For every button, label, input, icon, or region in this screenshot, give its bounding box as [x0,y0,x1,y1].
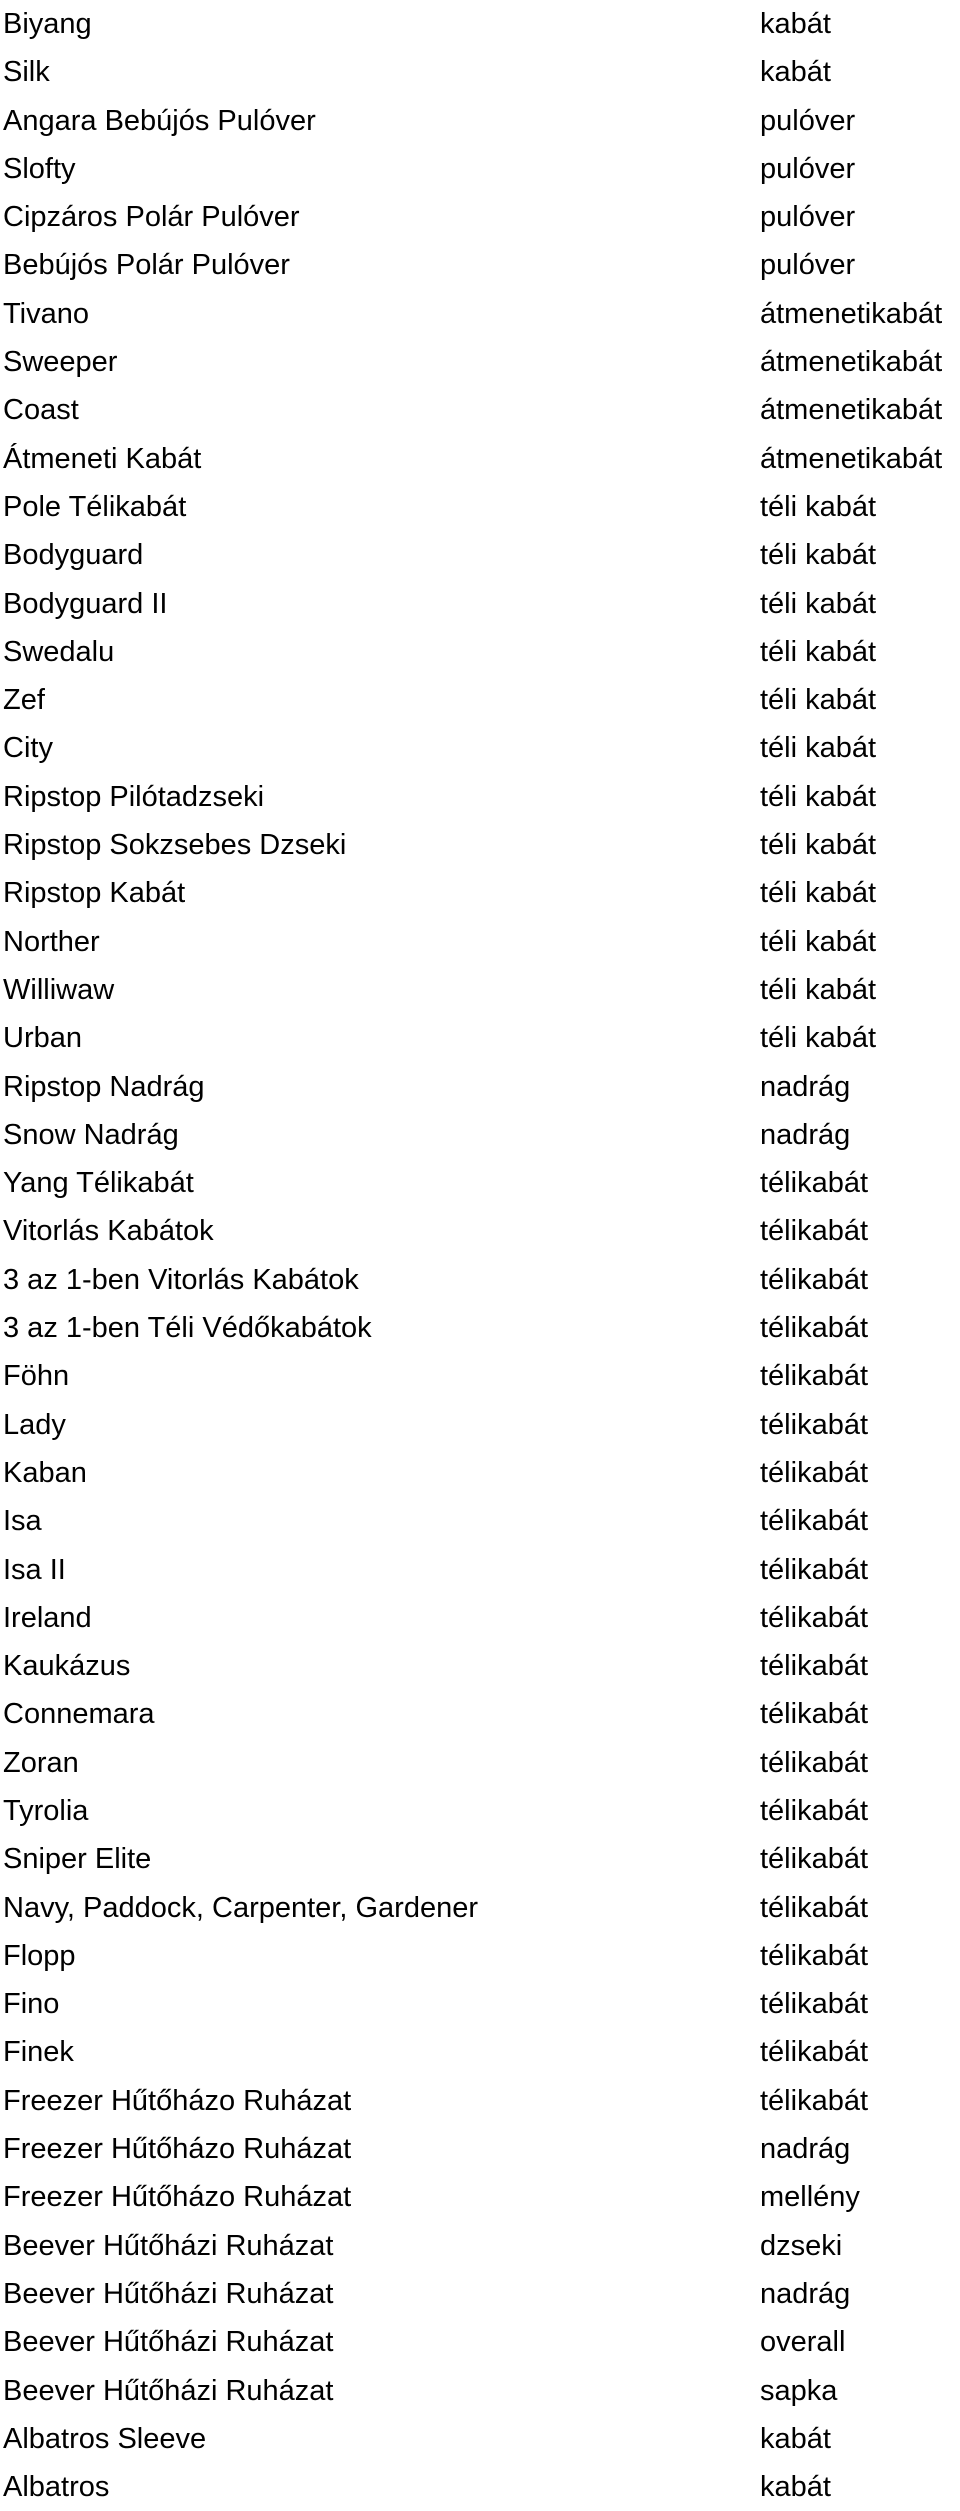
product-name: City [3,732,53,765]
product-category: átmenetikabát [760,394,943,427]
list-item [0,1256,960,1304]
list-item [0,531,960,579]
product-category: téli kabát [760,587,877,620]
product-name: 3 az 1-ben Téli Védőkabátok [3,1312,372,1345]
product-name: Cipzáros Polár Pulóver [3,201,300,234]
list-item [0,1594,960,1642]
list-item [0,386,960,434]
list-item [0,1304,960,1352]
product-category: pulóver [760,104,856,137]
product-name: Vitorlás Kabátok [3,1215,214,1248]
product-name: Pole Télikabát [3,490,187,523]
list-item [0,0,960,48]
product-name: Zef [3,684,45,717]
list-item [0,1690,960,1738]
product-category: átmenetikabát [760,346,943,379]
list-item [0,1014,960,1062]
product-name: Connemara [3,1698,155,1731]
product-category: mellény [760,2181,860,2214]
product-name: Navy, Paddock, Carpenter, Gardener [3,1891,478,1924]
product-name: Beever Hűtőházi Ruházat [3,2277,334,2310]
product-name: Biyang [3,8,92,40]
product-name: Fino [3,1988,60,2021]
product-category: téli kabát [760,1022,877,1055]
list-item [0,2367,960,2415]
product-category: télikabát [760,1891,869,1924]
product-category: télikabát [760,1360,869,1393]
product-category: télikabát [760,2084,869,2117]
product-name: Zoran [3,1746,79,1779]
list-item [0,483,960,531]
list-item [0,2415,960,2463]
list-item [0,918,960,966]
product-name: Ripstop Kabát [3,877,186,910]
product-name: 3 az 1-ben Vitorlás Kabátok [3,1263,359,1296]
list-item [0,48,960,96]
product-category: pulóver [760,152,856,185]
product-category: téli kabát [760,973,877,1006]
product-category: pulóver [760,249,856,282]
list-item [0,290,960,338]
list-item [0,1111,960,1159]
list-item [0,2463,960,2511]
product-category: télikabát [760,1601,869,1634]
product-category: átmenetikabát [760,297,943,330]
product-name: Bodyguard II [3,587,168,620]
product-name: Finek [3,2036,74,2069]
product-category: kabát [760,8,831,40]
product-category: nadrág [760,1118,851,1151]
list-item [0,1546,960,1594]
product-category: télikabát [760,1843,869,1876]
product-name: Lady [3,1408,66,1441]
list-item [0,628,960,676]
list-item [0,869,960,917]
list-item [0,193,960,241]
product-name: Beever Hűtőházi Ruházat [3,2229,334,2262]
product-name: Tyrolia [3,1794,89,1827]
product-category: télikabát [760,1312,869,1345]
product-category: kabát [760,2422,831,2455]
list-item [0,1449,960,1497]
product-name: Föhn [3,1360,70,1393]
list-item [0,2222,960,2270]
list-item [0,2173,960,2221]
product-name: Isa [3,1505,42,1538]
product-category: télikabát [760,1698,869,1731]
product-name: Albatros [3,2471,110,2504]
list-item [0,724,960,772]
product-name: Snow Nadrág [3,1118,179,1151]
list-item [0,241,960,289]
product-name: Tivano [3,297,89,330]
list-item [0,145,960,193]
product-name: Kaban [3,1456,87,1489]
product-category: dzseki [760,2229,843,2262]
product-name: Sniper Elite [3,1843,152,1876]
list-item [0,821,960,869]
product-category: téli kabát [760,635,877,668]
list-item [0,2028,960,2076]
product-category: télikabát [760,1794,869,1827]
product-category: télikabát [760,1456,869,1489]
list-item [0,2318,960,2366]
product-category: télikabát [760,1505,869,1538]
product-name: Slofty [3,152,76,185]
product-category: téli kabát [760,490,877,523]
list-item [0,1787,960,1835]
list-item [0,1932,960,1980]
product-name: Coast [3,394,79,427]
product-category: téli kabát [760,829,877,862]
list-item [0,676,960,724]
product-category: téli kabát [760,877,877,910]
product-category: télikabát [760,1408,869,1441]
product-category: téli kabát [760,780,877,813]
product-name: Flopp [3,1939,76,1972]
list-item [0,1352,960,1400]
product-name: Átmeneti Kabát [3,442,202,475]
list-item [0,1401,960,1449]
product-name: Bebújós Polár Pulóver [3,249,290,282]
product-category: nadrág [760,2133,851,2166]
product-name: Ireland [3,1601,92,1634]
product-name: Beever Hűtőházi Ruházat [3,2374,334,2407]
list-item [0,97,960,145]
product-name: Freezer Hűtőházo Ruházat [3,2181,352,2214]
list-item [0,1642,960,1690]
product-name: Ripstop Pilótadzseki [3,780,265,813]
product-name: Norther [3,925,100,958]
product-name: Kaukázus [3,1650,131,1683]
product-name: Williwaw [3,973,115,1006]
list-item [0,2270,960,2318]
product-category: télikabát [760,1215,869,1248]
list-item [0,773,960,821]
product-category: sapka [760,2374,838,2407]
product-category: télikabát [760,1746,869,1779]
list-item [0,1497,960,1545]
list-item [0,1835,960,1883]
product-category: télikabát [760,1263,869,1296]
product-category: télikabát [760,1988,869,2021]
product-category: nadrág [760,1070,851,1103]
list-item [0,2077,960,2125]
product-category: kabát [760,2471,831,2504]
list-item [0,1159,960,1207]
product-category: télikabát [760,1553,869,1586]
product-name: Yang Télikabát [3,1167,194,1200]
list-item [0,1739,960,1787]
product-name: Freezer Hűtőházo Ruházat [3,2084,352,2117]
product-category: télikabát [760,1167,869,1200]
product-name: Urban [3,1022,82,1055]
product-category: átmenetikabát [760,442,943,475]
product-name: Beever Hűtőházi Ruházat [3,2326,334,2359]
list-item [0,2125,960,2173]
list-item [0,1884,960,1932]
product-category: nadrág [760,2277,851,2310]
list-item [0,580,960,628]
product-category: kabát [760,56,831,89]
product-name: Ripstop Sokzsebes Dzseki [3,829,347,862]
list-item [0,1980,960,2028]
product-name: Sweeper [3,346,118,379]
list-item [0,966,960,1014]
product-category: télikabát [760,1939,869,1972]
product-category: téli kabát [760,732,877,765]
product-name: Freezer Hűtőházo Ruházat [3,2133,352,2166]
list-item [0,1207,960,1255]
product-category: télikabát [760,1650,869,1683]
product-name: Isa II [3,1553,66,1586]
product-category: téli kabát [760,684,877,717]
product-name: Bodyguard [3,539,144,572]
product-category: téli kabát [760,539,877,572]
product-name: Silk [3,56,50,89]
product-category: téli kabát [760,925,877,958]
product-name: Ripstop Nadrág [3,1070,205,1103]
product-name: Swedalu [3,635,115,668]
product-name: Albatros Sleeve [3,2422,207,2455]
list-item [0,1063,960,1111]
product-category: overall [760,2326,846,2359]
product-category: pulóver [760,201,856,234]
list-item [0,338,960,386]
product-name: Angara Bebújós Pulóver [3,104,316,137]
product-category: télikabát [760,2036,869,2069]
list-item [0,435,960,483]
